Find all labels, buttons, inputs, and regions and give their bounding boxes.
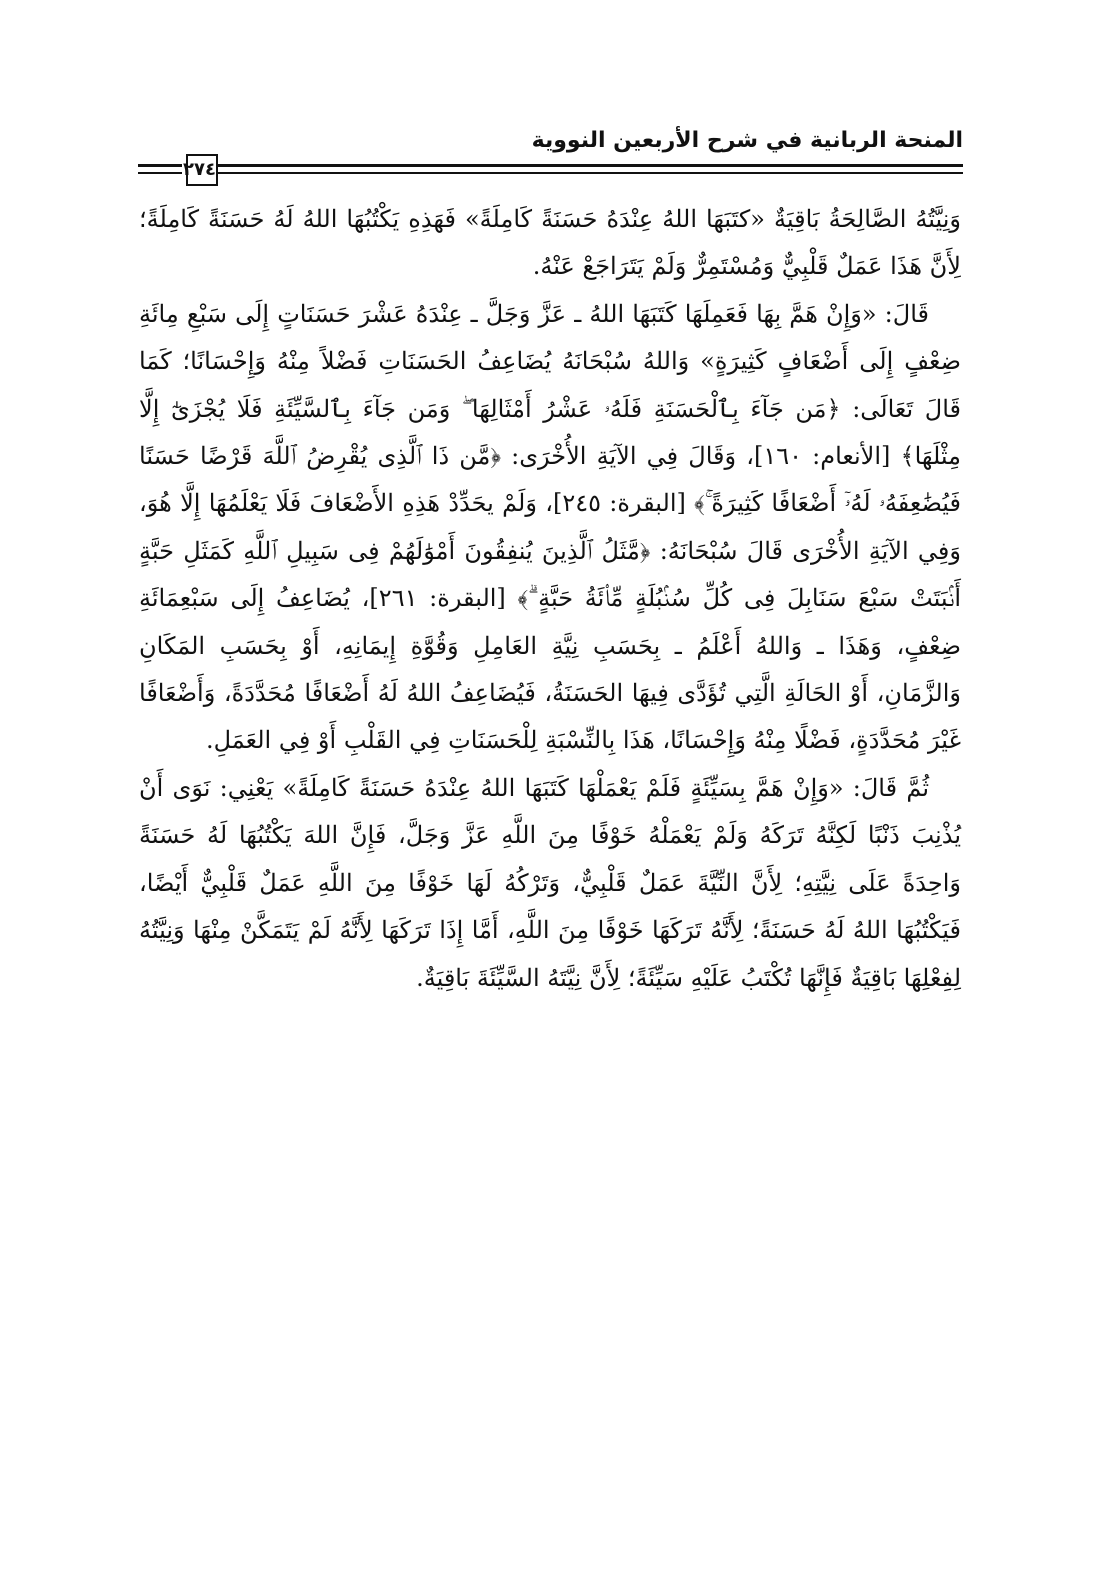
header-rule-thin bbox=[217, 172, 963, 174]
paragraph-2: قَالَ: «وَإِنْ هَمَّ بِهَا فَعَمِلَهَا كَتَبَهَا اللهُ ـ عَزَّ وَجَلَّ ـ عِنْدَهُ عَشْرَ حَسَنَاتٍ إِلَى سَبْعِ مِائَةِ ضِعْفٍ إِلَى أَضْعَافٍ كَثِيرَةٍ» وَاللهُ سُبْحَانَهُ يُضَاعِفُ الحَسَنَاتِ فَضْلاً مِنْهُ وَإِحْسَانًا؛ كَمَا قَالَ تَعَالَى: ﴿مَن جَآءَ بِٱلْحَسَنَةِ فَلَهُۥ عَشْرُ أَمْثَالِهَا ۖ وَمَن جَآءَ بِٱلسَّيِّئَةِ فَلَا يُجْزَىٰٓ إِلَّا مِثْلَهَا﴾ [الأنعام: ١٦٠]، وَقَالَ فِي الآيَةِ الأُخْرَى: ﴿مَّن ذَا ٱلَّذِى يُقْرِضُ ٱللَّهَ قَرْضًا حَسَنًا فَيُضَٰعِفَهُۥ لَهُۥٓ أَضْعَافًا كَثِيرَةً ۚ﴾ [البقرة: ٢٤٥]، وَلَمْ يحَدِّدْ هَذِهِ الأَضْعَافَ فَلَا يَعْلَمُهَا إِلَّا هُوَ، وَفِي الآيَةِ الأُخْرَى قَالَ سُبْحَانَهُ: ﴿مَّثَلُ ٱلَّذِينَ يُنفِقُونَ أَمْوَٰلَهُمْ فِى سَبِيلِ ٱللَّهِ كَمَثَلِ حَبَّةٍ أَنۢبَتَتْ سَبْعَ سَنَابِلَ فِى كُلِّ سُنۢبُلَةٍ مِّا۟ئَةُ حَبَّةٍ ۗ﴾ [البقرة: ٢٦١]، يُضَاعِفُ إِلَى سَبْعِمَائَةِ ضِعْفٍ، وَهَذَا ـ وَاللهُ أَعْلَمُ ـ بِحَسَبِ نِيَّةِ العَامِلِ وَقُوَّةِ إِيمَانِهِ، أَوْ بِحَسَبِ المَكَانِ وَالزَّمَانِ، أَوْ الحَالَةِ الَّتِي تُؤَدَّى فِيهَا الحَسَنَةُ، فَيُضَاعِفُ اللهُ لَهُ أَضْعَافًا مُحَدَّدَةً، وَأَضْعَافًا غَيْرَ مُحَدَّدَةٍ، فَضْلًا مِنْهُ وَإِحْسَانًا، هَذَا بِالنِّسْبَةِ لِلْحَسَنَاتِ فِي القَلْبِ أَوْ فِي العَمَلِ. bbox=[139, 299, 961, 755]
header-rule-left-thick bbox=[138, 164, 182, 167]
page-number: ٢٧٤ bbox=[186, 154, 218, 186]
paragraph-3: ثُمَّ قَالَ: «وَإِنْ هَمَّ بِسَيِّئَةٍ فَلَمْ يَعْمَلْهَا كَتَبَهَا اللهُ عِنْدَهُ حَسَنَةً كَامِلَةً» يَعْنِي: نَوَى أَنْ يُذْنِبَ ذَنْبًا لَكِنَّهُ تَرَكَهُ وَلَمْ يَعْمَلْهُ خَوْفًا مِنَ اللَّهِ عَزَّ وَجَلَّ، فَإِنَّ اللهَ يَكْتُبُهَا لَهُ حَسَنَةً وَاحِدَةً عَلَى نِيَّتِهِ؛ لِأَنَّ النِّيَّةَ عَمَلٌ قَلْبِيٌّ، وَتَرْكُهُ لَهَا خَوْفًا مِنَ اللَّهِ عَمَلٌ قَلْبِيٌّ أَيْضًا، فَيَكْتُبُهَا اللهُ لَهُ حَسَنَةً؛ لِأَنَّهُ تَرَكَهَا خَوْفًا مِنَ اللَّهِ، أَمَّا إِذَا تَرَكَهَا لِأَنَّهُ لَمْ يَتَمَكَّنْ مِنْهَا وَنِيَّتُهُ لِفِعْلِهَا بَاقِيَةٌ فَإِنَّهَا تُكْتَبُ عَلَيْهِ سَيِّئَةً؛ لِأَنَّ نِيَّتَهُ السَّيِّئَةَ بَاقِيَةٌ. bbox=[139, 773, 961, 992]
running-title: المنحة الربانية في شرح الأربعين النووية bbox=[531, 128, 963, 153]
header-rule-left-thin bbox=[138, 172, 182, 174]
paragraph-1: وَنِيَّتُهُ الصَّالِحَةُ بَاقِيَةٌ «كتَبَهَا اللهُ عِنْدَهُ حَسَنَةً كَامِلَةً» فَهَذِهِ يَكْتُبُهَا اللهُ لَهُ حَسَنَةً كَامِلَةً؛ لِأَنَّ هَذَا عَمَلٌ قَلْبِيٌّ وَمُسْتَمِرٌّ وَلَمْ يَتَرَاجَعْ عَنْهُ. bbox=[139, 205, 961, 281]
header-rule-thick bbox=[217, 164, 963, 167]
body-text bbox=[139, 196, 961, 1002]
